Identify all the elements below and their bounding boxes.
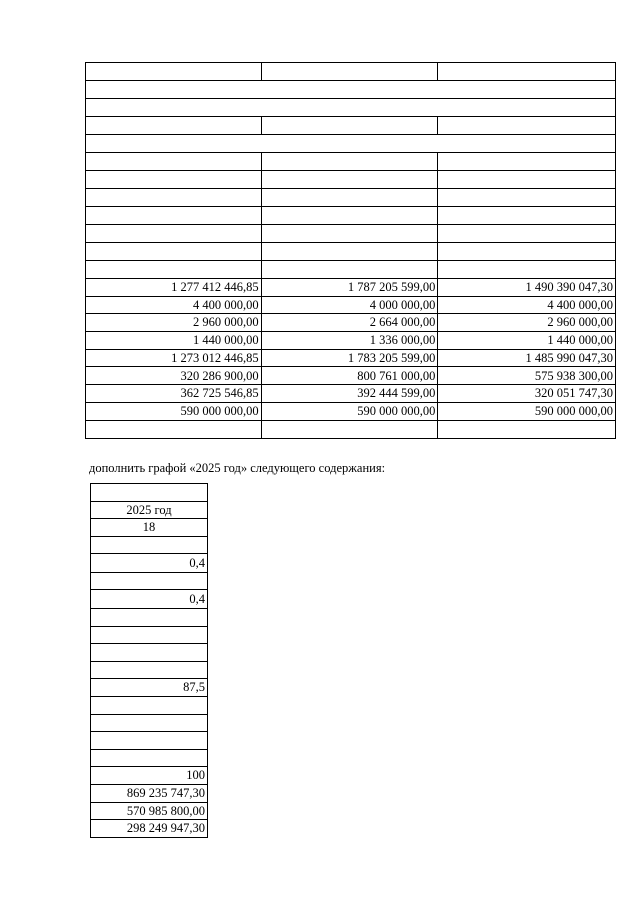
table-cell: 1 485 990 047,30 [438,349,616,367]
table-row [86,81,616,99]
table-cell [86,243,262,261]
column-cell: 2025 год [91,501,208,519]
table-cell: 590 000 000,00 [438,402,616,420]
table-cell [261,189,438,207]
table-cell [261,420,438,438]
table-row [91,644,208,662]
table-cell [438,63,616,81]
column-cell: 570 985 800,00 [91,802,208,820]
table-row [86,207,616,225]
table-cell: 320 286 900,00 [86,367,262,385]
table-cell [261,225,438,243]
table-cell [86,420,262,438]
table-cell: 1 440 000,00 [86,332,262,350]
table-cell [438,171,616,189]
table-row [86,402,616,420]
table-cell [261,117,438,135]
table-row [86,279,616,297]
table-cell [86,171,262,189]
table-cell [86,189,262,207]
column-cell [91,572,208,590]
table-row [91,767,208,785]
table-row [86,296,616,314]
table-cell [261,207,438,225]
table-cell [438,153,616,171]
table-cell-merged [86,135,616,153]
column-cell: 18 [91,519,208,537]
amendment-note: дополнить графой «2025 год» следующего содержания: [89,461,386,475]
table-cell [261,153,438,171]
table-row [91,820,208,838]
column-cell [91,626,208,644]
table-cell: 4 000 000,00 [261,296,438,314]
table-row [86,349,616,367]
table-cell: 4 400 000,00 [438,296,616,314]
table-cell: 575 938 300,00 [438,367,616,385]
table-row [91,519,208,537]
table-row [91,501,208,519]
table-cell: 1 787 205 599,00 [261,279,438,297]
year-2025-column-table [90,483,208,838]
column-cell [91,484,208,502]
table-row [91,608,208,626]
table-cell [438,117,616,135]
table-row [86,367,616,385]
table-cell [86,153,262,171]
table-row [91,749,208,767]
column-cell [91,661,208,679]
table-row [86,117,616,135]
table-row [86,225,616,243]
column-cell [91,696,208,714]
table-row [91,784,208,802]
table-row [91,696,208,714]
table-row [91,554,208,573]
table-row [86,189,616,207]
table-row [91,802,208,820]
column-cell [91,644,208,662]
table-row [91,732,208,750]
table-row [86,314,616,332]
table-cell: 1 336 000,00 [261,332,438,350]
table-row [86,261,616,279]
table-cell: 2 960 000,00 [438,314,616,332]
table-row [91,484,208,502]
table-cell [86,225,262,243]
column-cell: 0,4 [91,554,208,573]
table-cell [438,243,616,261]
table-cell [438,189,616,207]
table-row [86,385,616,403]
table-row [86,153,616,171]
table-cell: 800 761 000,00 [261,367,438,385]
table-row [86,332,616,350]
table-row [91,536,208,554]
table-cell: 2 960 000,00 [86,314,262,332]
table-cell: 1 440 000,00 [438,332,616,350]
table-row [86,171,616,189]
table-cell [438,207,616,225]
table-row [91,590,208,609]
column-cell [91,536,208,554]
table-row [91,661,208,679]
main-table [85,62,616,439]
table-cell: 590 000 000,00 [261,402,438,420]
table-row [91,714,208,732]
table-cell [261,261,438,279]
column-cell: 100 [91,767,208,785]
column-cell [91,749,208,767]
table-row [86,420,616,438]
column-cell [91,732,208,750]
table-cell: 320 051 747,30 [438,385,616,403]
table-row [91,679,208,697]
table-cell-merged [86,99,616,117]
column-cell: 869 235 747,30 [91,784,208,802]
table-cell [261,63,438,81]
table-cell [261,171,438,189]
table-row [86,63,616,81]
table-cell [438,420,616,438]
table-cell [86,261,262,279]
table-row [86,99,616,117]
table-row [91,572,208,590]
table-cell [86,63,262,81]
table-cell: 1 273 012 446,85 [86,349,262,367]
table-cell: 1 490 390 047,30 [438,279,616,297]
table-row [86,135,616,153]
table-cell: 2 664 000,00 [261,314,438,332]
table-row [86,243,616,261]
table-cell [438,261,616,279]
column-cell: 87,5 [91,679,208,697]
table-cell: 1 783 205 599,00 [261,349,438,367]
column-cell [91,608,208,626]
table-cell-merged [86,81,616,99]
column-cell: 0,4 [91,590,208,609]
column-cell [91,714,208,732]
table-cell: 392 444 599,00 [261,385,438,403]
table-row [91,626,208,644]
table-cell: 4 400 000,00 [86,296,262,314]
table-cell: 362 725 546,85 [86,385,262,403]
column-cell: 298 249 947,30 [91,820,208,838]
table-cell [86,207,262,225]
table-cell: 590 000 000,00 [86,402,262,420]
table-cell [86,117,262,135]
table-cell [261,243,438,261]
table-cell [438,225,616,243]
table-cell: 1 277 412 446,85 [86,279,262,297]
